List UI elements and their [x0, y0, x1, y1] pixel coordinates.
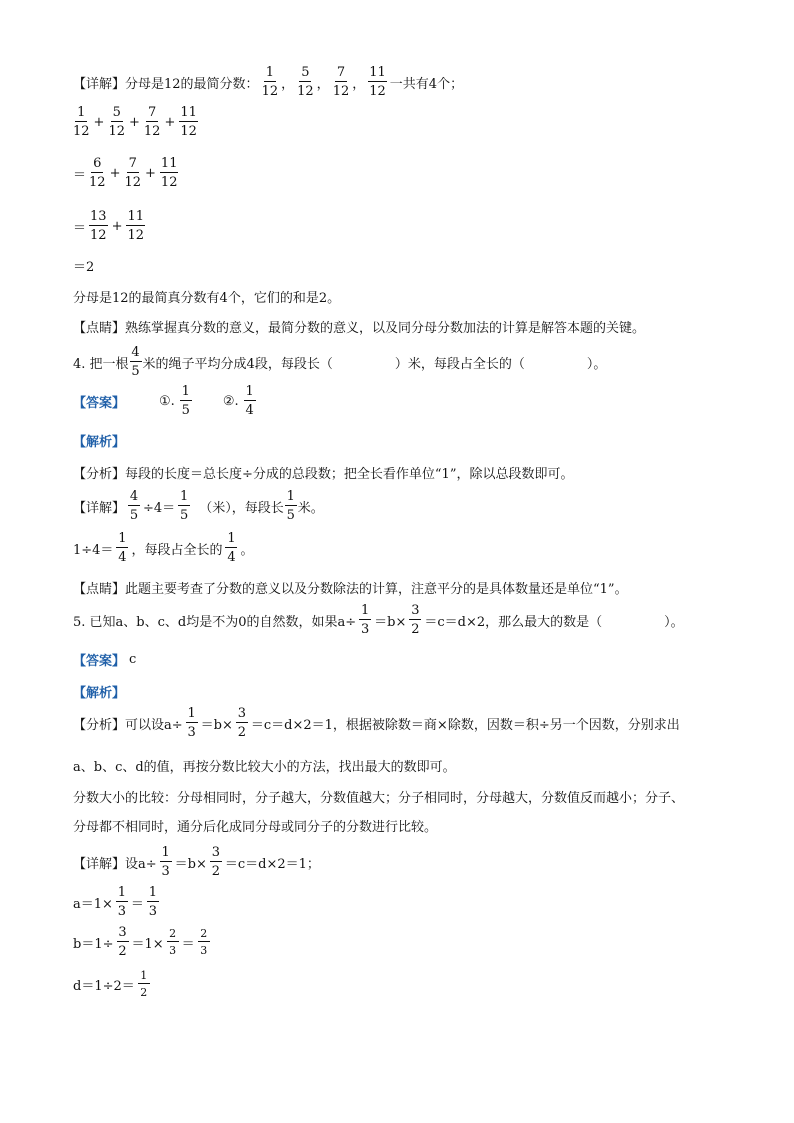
fraction: $\frac{1}{4}$ — [118, 531, 127, 565]
sum-result: ＝2 — [73, 260, 95, 275]
fraction: $\frac{4}{5}$ — [129, 489, 139, 523]
fraction: $\frac{1}{12}$ — [73, 105, 90, 139]
detail-tag: 【详解】 — [73, 76, 126, 92]
fraction: $\frac{3}{2}$ — [211, 845, 221, 879]
q4-fenxi: 【分析】 每段的长度＝总长度÷分成的总段数；把全长看作单位“1”，除以总段数即可。 — [73, 463, 573, 482]
fenxi-tag: 【分析】 — [73, 467, 126, 482]
detail-tag: 【详解】 — [73, 856, 126, 872]
point-text: 熟练掌握真分数的意义，最简分数的意义，以及同分母分数加法的计算是解答本题的关键。 — [125, 321, 646, 336]
q5-fenxi: 【分析】 可以设a÷ $\frac{1}{3}$ ＝b× $\frac{3}{2}$ ＝c＝d×2＝1，根据被除数＝商×除数，因数＝积÷另一个因数，分别求出 — [73, 706, 680, 740]
fraction: $\frac{2}{3}$ — [198, 928, 210, 956]
q4-analysis-tag: 【解析】 — [73, 435, 126, 450]
fraction: $\frac{3}{2}$ — [237, 706, 247, 740]
fraction: $\frac{7}{12}$ — [332, 65, 350, 99]
q4-detail-2: 1÷4＝ $\frac{1}{4}$ ，每段占全长的 $\frac{1}{4}$ 。 — [73, 531, 254, 565]
fraction: $\frac{13}{12}$ — [90, 209, 107, 243]
q5-b-calc: b＝1÷ $\frac{3}{2}$ ＝1× $\frac{2}{3}$ ＝ $\frac{2}{3}$ — [73, 926, 213, 958]
fraction: $\frac{1}{3}$ — [161, 845, 170, 879]
answer-tag: 【答案】 — [73, 395, 126, 411]
detail-intro: 分母是12的最简分数： — [125, 76, 259, 92]
q5-detail: 【详解】 设a÷ $\frac{1}{3}$ ＝b× $\frac{3}{2}$ ＝c＝d×2＝1； — [73, 845, 320, 879]
fraction: $\frac{11}{12}$ — [127, 209, 145, 243]
fenxi-tag: 【分析】 — [73, 717, 126, 733]
fraction: $\frac{1}{3}$ — [148, 885, 158, 919]
q4-question: 4. 把一根 $\frac{4}{5}$ 米的绳子平均分成4段，每段长（ ）米，每段占全长的（ ）。 — [73, 345, 607, 379]
fraction: $\frac{7}{12}$ — [143, 105, 161, 139]
fraction: $\frac{1}{5}$ — [181, 384, 190, 418]
q4-point: 【点睛】 此题主要考查了分数的意义以及分数除法的计算，注意平分的是具体数量还是单位“1”。 — [73, 578, 628, 597]
fraction: $\frac{1}{4}$ — [245, 384, 254, 418]
fraction: $\frac{1}{3}$ — [187, 706, 196, 740]
q5-answer — [73, 650, 136, 669]
q4-answer — [73, 385, 259, 417]
q3-point-line — [73, 317, 645, 336]
fraction: $\frac{11}{12}$ — [369, 65, 386, 99]
q5-question: 5. 已知a、b、c、d均是不为0的自然数，如果a÷ $\frac{1}{3}$ ＝b× $\frac{3}{2}$ ＝c＝d×2，那么最大的数是（ ）。 — [73, 603, 684, 637]
fraction: $\frac{5}{12}$ — [297, 65, 314, 99]
q3-detail-line: 【详解】 分母是12的最简分数： $\frac{1}{12}$ ， $\frac{5}{12}$ ， $\frac{7}{12}$ ， $\frac{11}{12}$ 一共有4个； — [73, 65, 464, 99]
point-tag: 【点睛】 — [73, 321, 126, 336]
fraction: $\frac{1}{4}$ — [227, 531, 236, 565]
fraction: $\frac{1}{12}$ — [261, 65, 279, 99]
q5-d-calc: d＝1÷2＝ $\frac{1}{2}$ — [73, 970, 153, 998]
fraction: $\frac{6}{12}$ — [89, 156, 106, 190]
fraction: $\frac{11}{12}$ — [160, 156, 178, 190]
detail-tail: 一共有4个； — [389, 76, 464, 92]
fraction: $\frac{11}{12}$ — [180, 105, 197, 139]
q5-compare-line1: 分数大小的比较：分母相同时，分子越大，分数值越大；分子相同时，分母越大，分数值反而越小；分子、 — [73, 791, 685, 806]
q5-number: 5. 已知a、b、c、d均是不为0的自然数，如果a÷ — [73, 614, 357, 630]
answer-value: c — [129, 652, 137, 667]
fraction: $\frac{1}{2}$ — [138, 970, 150, 998]
q4-detail-1: 【详解】 $\frac{4}{5}$ ÷4＝ $\frac{1}{5}$ （米），每段长 $\frac{1}{5}$ 米。 — [73, 489, 324, 523]
fraction: $\frac{3}{2}$ — [118, 925, 127, 959]
q3-conclusion: 分母是12的最简真分数有4个，它们的和是2。 — [73, 291, 341, 306]
q5-fenxi-line2: a、b、c、d的值，再按分数比较大小的方法，找出最大的数即可。 — [73, 760, 456, 775]
fraction: $\frac{1}{5}$ — [180, 489, 189, 523]
fraction: $\frac{1}{5}$ — [286, 489, 295, 523]
sum-step-3: ＝ $\frac{13}{12}$ + $\frac{11}{12}$ — [73, 209, 145, 243]
sum-step-1: $\frac{1}{12}$ + $\frac{5}{12}$ + $\frac{7}{12}$ + $\frac{11}{12}$ — [73, 105, 197, 139]
sum-step-2: ＝ $\frac{6}{12}$ + $\frac{7}{12}$ + $\frac{11}{12}$ — [73, 156, 178, 190]
answer-tag: 【答案】 — [73, 654, 126, 669]
fraction: $\frac{5}{12}$ — [108, 105, 125, 139]
fraction: $\frac{7}{12}$ — [124, 156, 142, 190]
fraction: $\frac{1}{3}$ — [117, 885, 127, 919]
q5-compare-line2: 分母都不相同时，通分后化成同分母或同分子的分数进行比较。 — [73, 820, 438, 835]
fraction: $\frac{4}{5}$ — [131, 345, 140, 379]
answer-mark-2: ②. — [222, 393, 239, 409]
q5-analysis-tag: 【解析】 — [73, 686, 126, 701]
fraction: $\frac{1}{3}$ — [360, 603, 370, 637]
fraction: $\frac{3}{2}$ — [411, 603, 420, 637]
detail-tag: 【详解】 — [73, 500, 126, 516]
fraction: $\frac{2}{3}$ — [167, 928, 179, 956]
answer-mark-1: ①. — [159, 393, 175, 409]
q4-number: 4. 把一根 — [73, 356, 129, 372]
point-tag: 【点睛】 — [73, 582, 126, 597]
q5-a-calc: a＝1× $\frac{1}{3}$ ＝ $\frac{1}{3}$ — [73, 885, 158, 919]
